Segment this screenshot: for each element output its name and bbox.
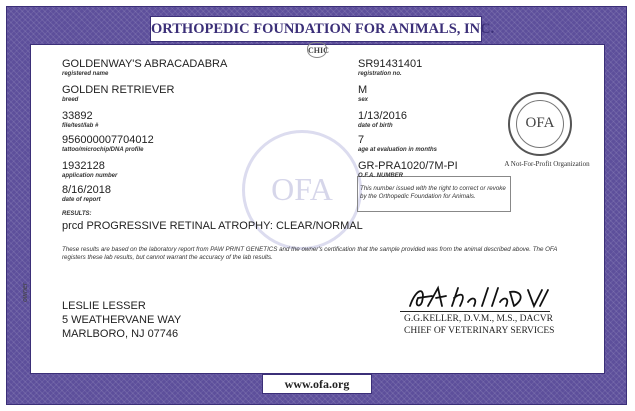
file-number-value: 33892 bbox=[62, 110, 93, 122]
breed-value: GOLDEN RETRIEVER bbox=[62, 84, 175, 96]
ofa-number-label: O.F.A. NUMBER bbox=[358, 173, 403, 179]
ofa-seal-icon bbox=[508, 92, 572, 156]
microchip-label: tattoo/microchip/DNA profile bbox=[62, 147, 144, 153]
nonprofit-caption: A Not-For-Profit Organization bbox=[504, 160, 590, 168]
report-date-value: 8/16/2018 bbox=[62, 184, 111, 196]
owner-name: LESLIE LESSER bbox=[62, 300, 146, 312]
seal-text: OFA bbox=[525, 115, 555, 131]
ofa-watermark bbox=[242, 130, 365, 250]
report-date-label: date of report bbox=[62, 197, 101, 203]
application-number-value: 1932128 bbox=[62, 160, 105, 172]
registration-no-value: SR91431401 bbox=[358, 58, 423, 70]
signature-scrawl bbox=[402, 282, 552, 312]
registered-name-label: registered name bbox=[62, 71, 109, 77]
owner-city: MARLBORO, NJ 07746 bbox=[62, 328, 179, 340]
microchip-value: 956000007704012 bbox=[62, 134, 154, 146]
birth-date-value: 1/13/2016 bbox=[358, 110, 407, 122]
website-link[interactable]: www.ofa.org bbox=[262, 374, 372, 394]
age-label: age at evaluation in months bbox=[358, 147, 438, 153]
results-disclaimer: These results are based on the laboratory report from PAW PRINT GENETICS and the owner's certification that the sample provided was from the animal described above. The OFA registers these lab results, but cannot warrant the accuracy of the lab results. bbox=[62, 246, 558, 261]
registration-no-label: registration no. bbox=[358, 71, 402, 77]
vet-name: G.G.KELLER, D.V.M., M.S., DACVR bbox=[404, 314, 553, 324]
sex-label: sex bbox=[358, 97, 369, 103]
signature-icon bbox=[402, 282, 552, 312]
signature-line bbox=[400, 311, 550, 312]
application-number-label: application number bbox=[62, 173, 118, 179]
breed-label: breed bbox=[62, 97, 79, 103]
registered-name-value: GOLDENWAY'S ABRACADABRA bbox=[62, 58, 228, 70]
vet-title: CHIEF OF VETERINARY SERVICES bbox=[404, 326, 555, 336]
file-number-label: file/test/lab # bbox=[62, 123, 99, 129]
owner-label: owner bbox=[22, 282, 29, 302]
ofa-number-value: GR-PRA1020/7M-PI bbox=[358, 160, 458, 172]
age-value: 7 bbox=[358, 134, 365, 146]
certificate-title: ORTHOPEDIC FOUNDATION FOR ANIMALS, INC. bbox=[150, 16, 482, 42]
watermark-text: OFA bbox=[271, 171, 333, 207]
chic-emblem-icon: CHIC bbox=[307, 42, 327, 58]
ofa-number-note: This number issued with the right to correct or revoke by the Orthopedic Foundation for Animals. bbox=[360, 185, 506, 200]
owner-street: 5 WEATHERVANE WAY bbox=[62, 314, 182, 326]
results-value: prcd PROGRESSIVE RETINAL ATROPHY: CLEAR/NORMAL bbox=[62, 220, 363, 232]
sex-value: M bbox=[358, 84, 368, 96]
birth-date-label: date of birth bbox=[358, 123, 393, 129]
results-label: RESULTS: bbox=[62, 211, 92, 217]
